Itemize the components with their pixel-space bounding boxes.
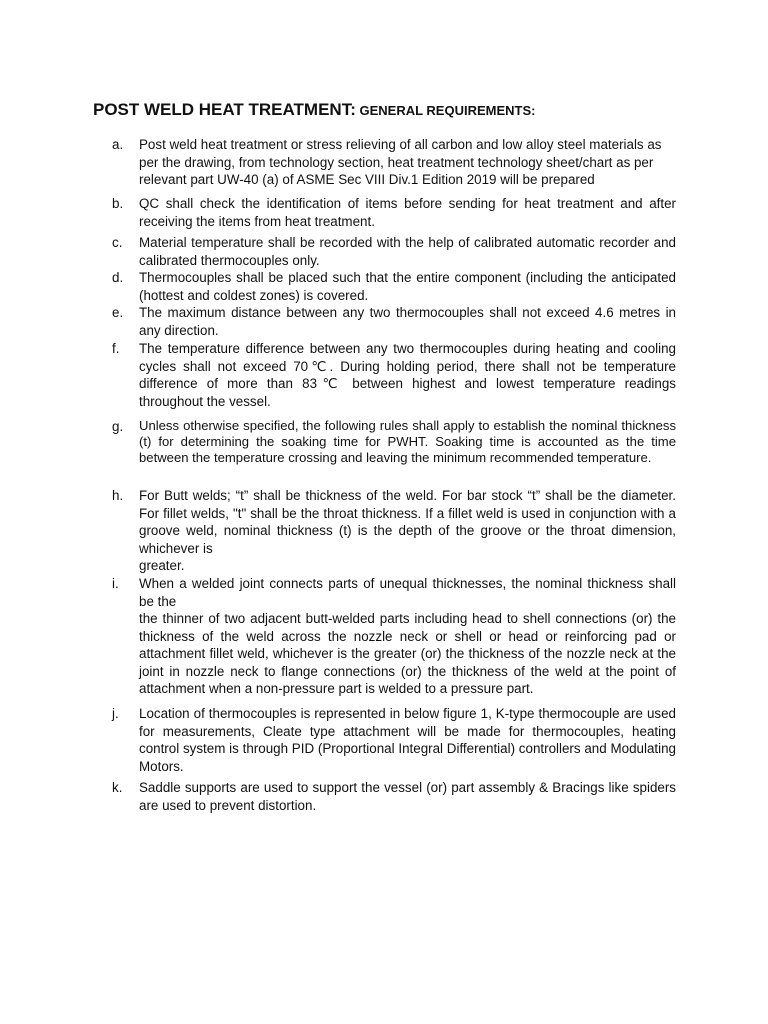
item-text: Location of thermocouples is represented in below figure 1, K-type thermocouple are used for measurements, Cleate type attachment will be made for thermocouples, heating control system is through PID (Proportional Integral Differential) controllers and Modulating Motors. bbox=[139, 706, 676, 774]
item-text: Material temperature shall be recorded with the help of calibrated automatic recorder and calibrated thermocouples only. bbox=[139, 235, 676, 268]
item-marker: i. bbox=[112, 576, 119, 591]
item-marker: f. bbox=[112, 341, 120, 356]
item-marker: k. bbox=[112, 780, 123, 795]
item-marker: j. bbox=[112, 706, 119, 721]
item-text: For Butt welds; “t” shall be thickness of the weld. For bar stock “t” shall be the diameter. For fillet welds, "t" shall be the throat thickness. If a fillet weld is used in conjunction with a groove weld, nominal thickness (t) is the depth of the groove or the throat dimension, whichever is greater. bbox=[139, 488, 676, 573]
title-subtitle: GENERAL REQUIREMENTS: bbox=[355, 103, 536, 118]
item-marker: e. bbox=[112, 305, 124, 320]
item-marker: g. bbox=[112, 419, 124, 434]
title-colon: : bbox=[350, 100, 356, 119]
item-marker: c. bbox=[112, 235, 123, 250]
item-text: Thermocouples shall be placed such that the entire component (including the anticipated (hottest and coldest zones) is covered. bbox=[139, 270, 676, 303]
item-marker: d. bbox=[112, 270, 124, 285]
item-text: Saddle supports are used to support the vessel (or) part assembly & Bracings like spiders are used to prevent distortion. bbox=[139, 780, 676, 813]
item-text: The temperature difference between any two thermocouples during heating and cooling cycles shall not exceed 70℃. During holding period, there shall not be temperature difference of more than 83℃ between highest and lowest temperature readings throughout the vessel. bbox=[139, 341, 676, 409]
item-marker: a. bbox=[112, 137, 124, 152]
item-text: QC shall check the identification of items before sending for heat treatment and after receiving the items from heat treatment. bbox=[139, 196, 676, 229]
item-marker: b. bbox=[112, 196, 124, 211]
title-main: POST WELD HEAT TREATMENT bbox=[93, 100, 351, 119]
item-marker: h. bbox=[112, 488, 124, 503]
item-text: The maximum distance between any two thermocouples shall not exceed 4.6 metres in any direction. bbox=[139, 305, 676, 338]
item-text: Unless otherwise specified, the following rules shall apply to establish the nominal thickness (t) for determining the soaking time for PWHT. Soaking time is accounted as the time between the temperature crossing and leaving the minimum recommended temperature. bbox=[139, 418, 676, 465]
item-text: Post weld heat treatment or stress relieving of all carbon and low alloy steel materials as per the drawing, from technology section, heat treatment technology sheet/chart as per relevant part UW-40 (a) of ASME Sec VIII Div.1 Edition 2019 will be prepared bbox=[139, 137, 662, 187]
item-text: When a welded joint connects parts of unequal thicknesses, the nominal thickness shall be the the thinner of two adjacent butt-welded parts including head to shell connections (or) the thickness of the weld across the nozzle neck or shell or head or reinforcing pad or attachment fillet weld, whichever is the greater (or) the thickness of the nozzle neck at the joint in nozzle neck to flange connections (or) the thickness of the weld at the point of attachment when a non-pressure part is welded to a pressure part. bbox=[139, 576, 676, 696]
page-title bbox=[93, 86, 535, 123]
